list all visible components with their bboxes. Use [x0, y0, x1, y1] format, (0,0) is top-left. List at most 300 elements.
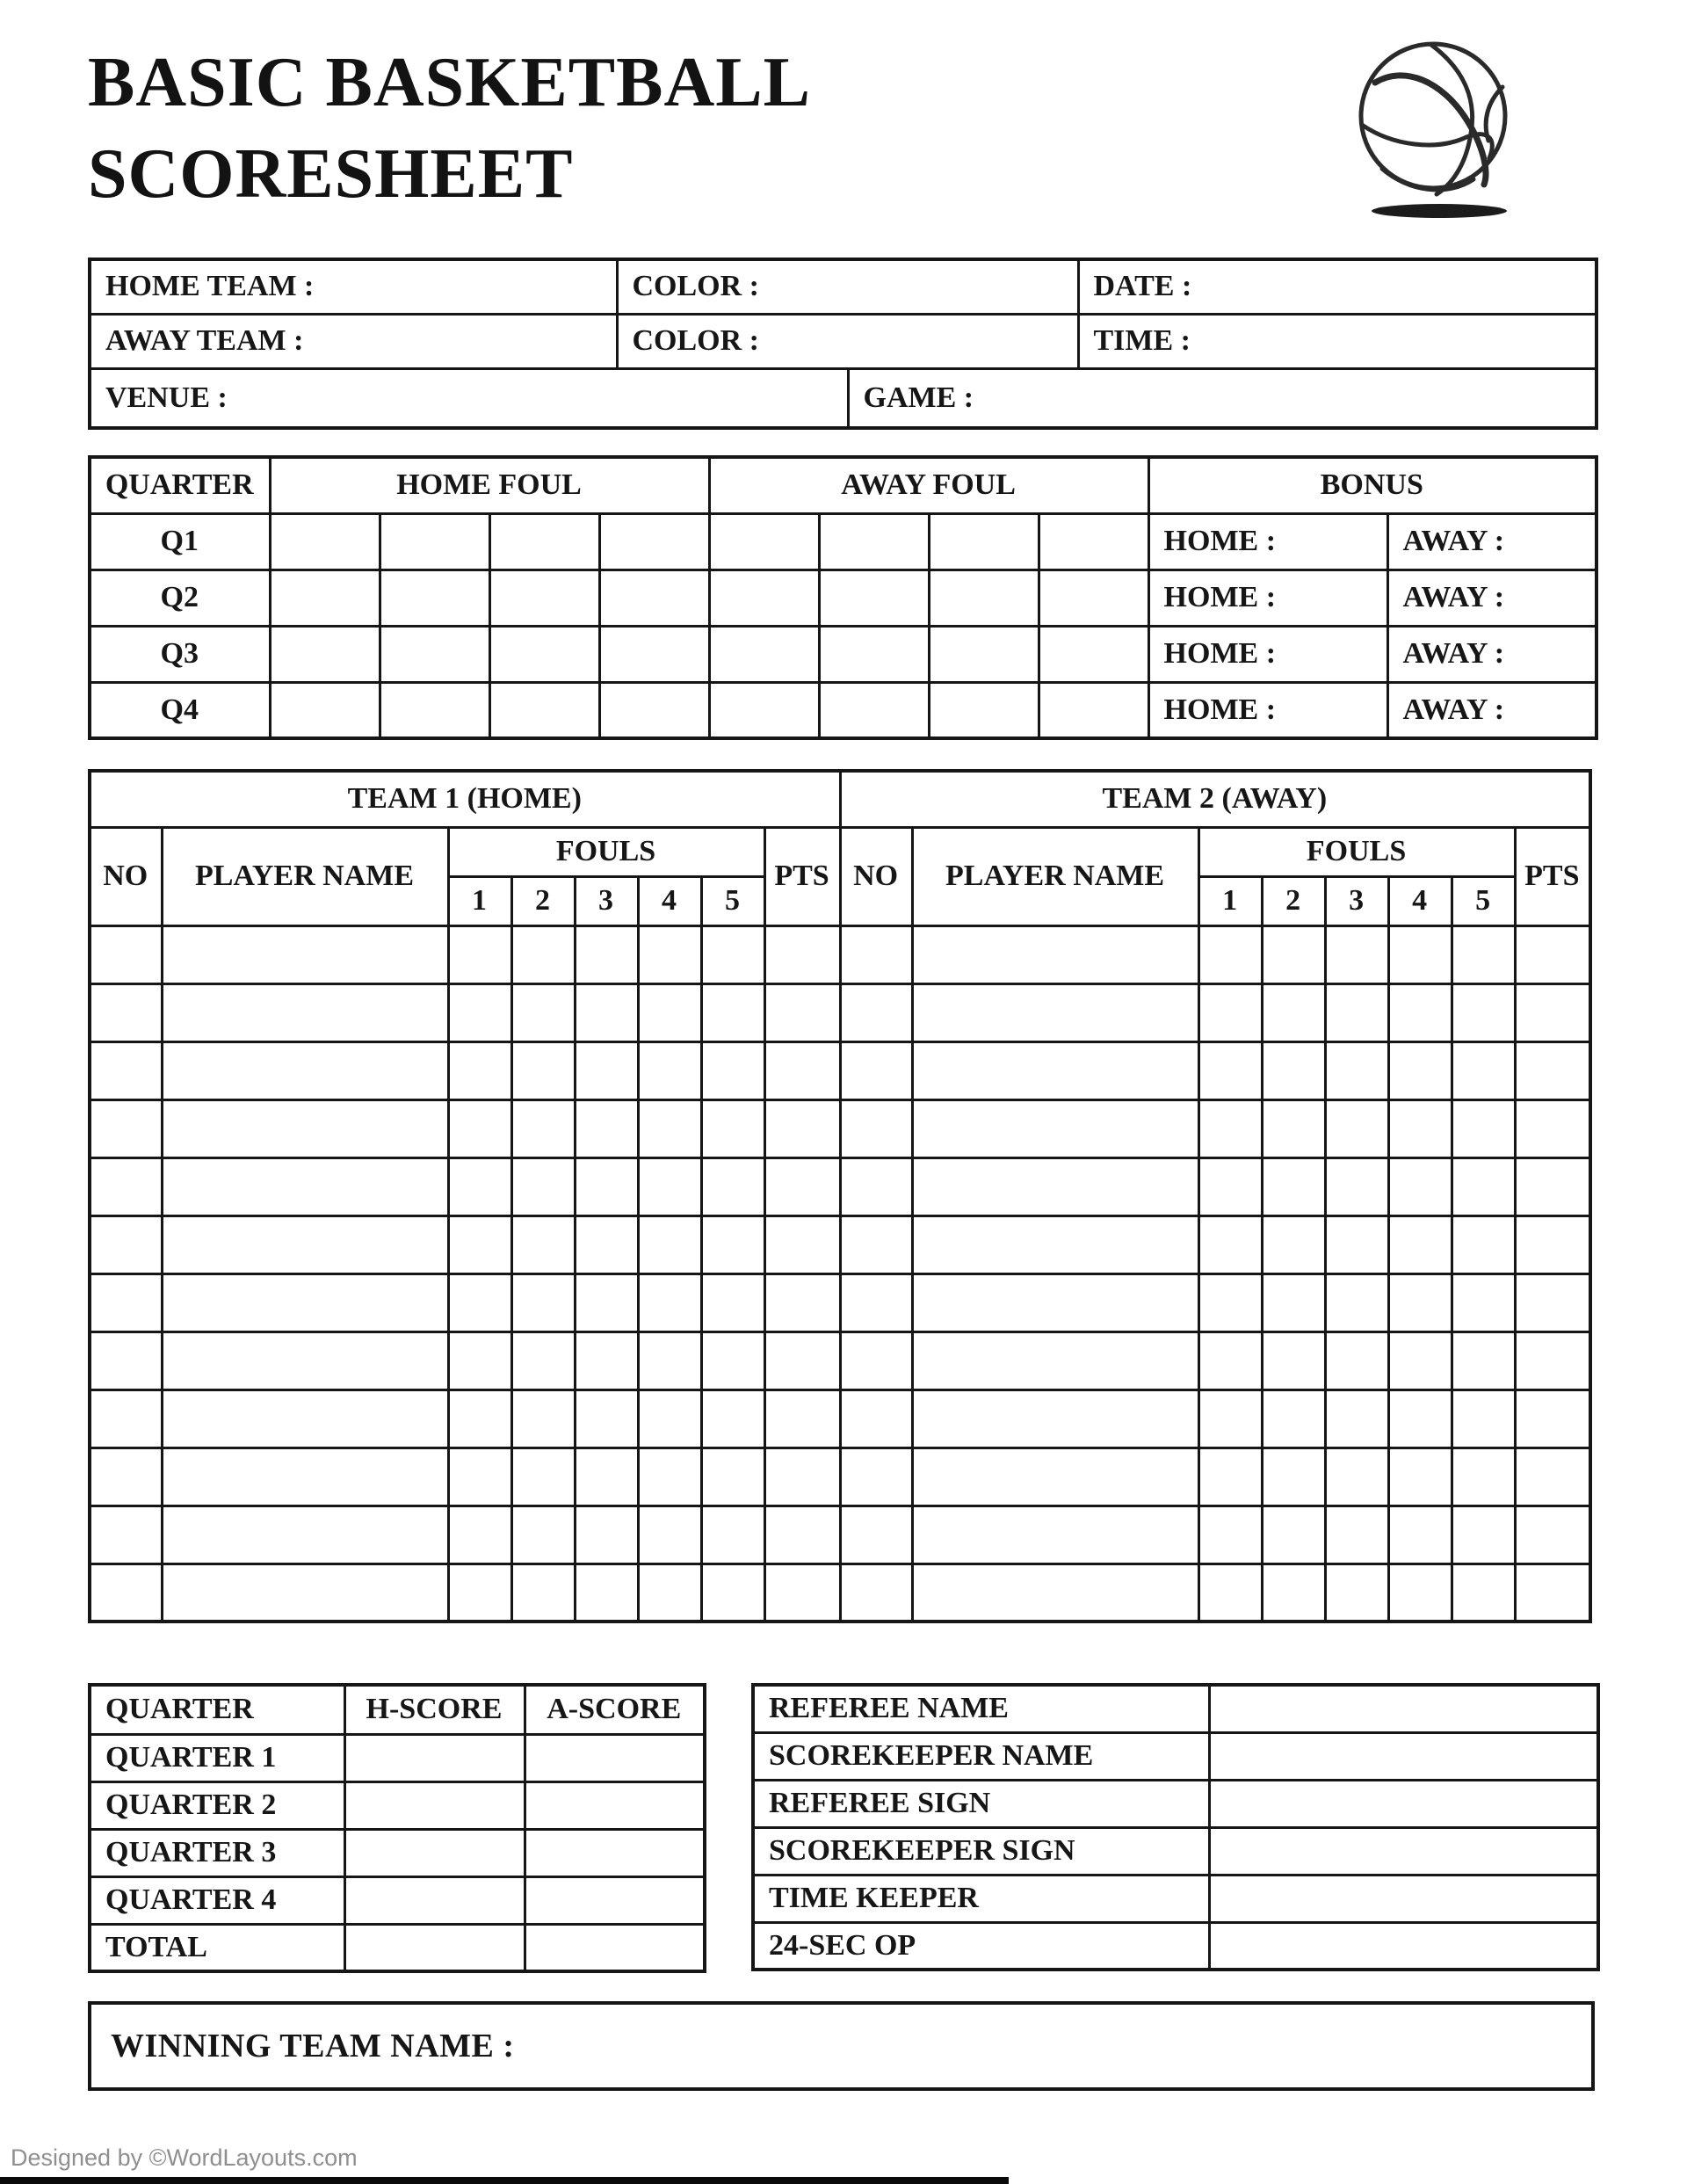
away-foul-box — [929, 513, 1039, 570]
roster-empty-cell — [1198, 1506, 1262, 1564]
roster-empty-cell — [1388, 1389, 1452, 1448]
foul-number: 4 — [1388, 876, 1452, 925]
officials-row — [753, 1827, 1598, 1875]
roster-empty-cell — [840, 1099, 912, 1157]
roster-empty-cell — [840, 1157, 912, 1215]
bonus-away-field: AWAY : — [1387, 570, 1596, 626]
roster-empty-cell — [511, 925, 575, 983]
roster-empty-cell — [840, 1215, 912, 1273]
roster-empty-cell — [840, 1041, 912, 1099]
roster-empty-cell — [448, 983, 511, 1041]
roster-empty-cell — [1325, 925, 1388, 983]
roster-empty-cell — [575, 1564, 638, 1622]
fouls-header: FOULS — [1198, 827, 1515, 876]
roster-empty-cell — [1452, 1448, 1515, 1506]
foul-number: 3 — [1325, 876, 1388, 925]
roster-empty-cell — [448, 1506, 511, 1564]
home-foul-box — [489, 513, 599, 570]
away-foul-box — [709, 570, 819, 626]
player-name-header: PLAYER NAME — [162, 827, 448, 925]
roster-empty-cell — [1198, 1215, 1262, 1273]
roster-player-row — [90, 1099, 1590, 1157]
score-row — [90, 1781, 705, 1829]
roster-empty-cell — [1262, 1389, 1325, 1448]
roster-empty-cell — [764, 1273, 840, 1331]
roster-empty-cell — [701, 1389, 764, 1448]
roster-empty-cell — [90, 1331, 162, 1389]
roster-empty-cell — [1325, 1448, 1388, 1506]
roster-player-row — [90, 1564, 1590, 1622]
roster-player-row — [90, 925, 1590, 983]
roster-empty-cell — [511, 1506, 575, 1564]
roster-empty-cell — [638, 1389, 701, 1448]
roster-empty-cell — [1262, 925, 1325, 983]
score-row — [90, 1734, 705, 1781]
scorekeeper-name-cell — [1209, 1732, 1598, 1780]
referee-sign-label: REFEREE SIGN — [753, 1780, 1209, 1827]
roster-empty-cell — [511, 1448, 575, 1506]
referee-sign-cell — [1209, 1780, 1598, 1827]
away-foul-box — [929, 682, 1039, 738]
roster-empty-cell — [1515, 1564, 1590, 1622]
game-field: GAME : — [848, 368, 1596, 428]
roster-empty-cell — [1388, 1564, 1452, 1622]
roster-empty-cell — [575, 1041, 638, 1099]
roster-empty-cell — [638, 1215, 701, 1273]
roster-empty-cell — [638, 925, 701, 983]
roster-empty-cell — [638, 1448, 701, 1506]
roster-empty-cell — [90, 1099, 162, 1157]
officials-table — [751, 1683, 1600, 1971]
officials-row — [753, 1875, 1598, 1922]
bonus-home-field: HOME : — [1148, 626, 1387, 682]
roster-empty-cell — [1198, 983, 1262, 1041]
roster-player-row — [90, 1389, 1590, 1448]
roster-empty-cell — [912, 1041, 1198, 1099]
bonus-away-field: AWAY : — [1387, 513, 1596, 570]
away-foul-box — [819, 570, 929, 626]
roster-empty-cell — [1452, 1273, 1515, 1331]
roster-empty-cell — [764, 925, 840, 983]
roster-empty-cell — [1325, 1215, 1388, 1273]
roster-empty-cell — [840, 1273, 912, 1331]
winning-team-label: WINNING TEAM NAME : — [111, 2028, 515, 2064]
roster-empty-cell — [701, 1099, 764, 1157]
roster-empty-cell — [575, 1506, 638, 1564]
roster-empty-cell — [1452, 1215, 1515, 1273]
roster-empty-cell — [1388, 1331, 1452, 1389]
roster-empty-cell — [448, 1041, 511, 1099]
roster-empty-cell — [1452, 1157, 1515, 1215]
fouls-header: FOULS — [448, 827, 764, 876]
venue-field: VENUE : — [90, 368, 848, 428]
roster-empty-cell — [448, 1273, 511, 1331]
scorekeeper-name-label: SCOREKEEPER NAME — [753, 1732, 1209, 1780]
home-foul-box — [489, 626, 599, 682]
roster-empty-cell — [764, 1215, 840, 1273]
roster-player-row — [90, 1041, 1590, 1099]
roster-empty-cell — [1198, 1564, 1262, 1622]
roster-empty-cell — [511, 1157, 575, 1215]
away-foul-box — [819, 682, 929, 738]
bonus-home-field: HOME : — [1148, 682, 1387, 738]
players-roster-table — [88, 769, 1592, 1623]
roster-empty-cell — [1388, 1448, 1452, 1506]
roster-empty-cell — [1515, 1273, 1590, 1331]
home-foul-box — [270, 570, 380, 626]
a-score-cell — [525, 1781, 705, 1829]
bonus-header: BONUS — [1148, 457, 1596, 513]
roster-player-row — [90, 1506, 1590, 1564]
roster-empty-cell — [638, 983, 701, 1041]
quarter-header: QUARTER — [90, 457, 270, 513]
quarter-label: Q4 — [90, 682, 270, 738]
roster-empty-cell — [840, 983, 912, 1041]
roster-empty-cell — [1325, 1389, 1388, 1448]
roster-empty-cell — [840, 1448, 912, 1506]
page-bottom-edge — [0, 2177, 1009, 2184]
roster-empty-cell — [90, 925, 162, 983]
roster-empty-cell — [764, 1506, 840, 1564]
score-row-label: QUARTER 4 — [90, 1876, 344, 1924]
roster-empty-cell — [1388, 1041, 1452, 1099]
player-name-header: PLAYER NAME — [912, 827, 1198, 925]
roster-empty-cell — [1452, 1564, 1515, 1622]
roster-empty-cell — [1198, 1041, 1262, 1099]
home-foul-box — [270, 626, 380, 682]
roster-empty-cell — [1325, 1157, 1388, 1215]
roster-empty-cell — [162, 1389, 448, 1448]
fouls-header-row — [90, 457, 1596, 513]
page-title-line2: SCORESHEET — [88, 135, 574, 213]
roster-empty-cell — [638, 1506, 701, 1564]
info-row-1 — [90, 259, 1596, 314]
away-foul-box — [819, 626, 929, 682]
a-score-cell — [525, 1829, 705, 1876]
roster-empty-cell — [575, 1331, 638, 1389]
home-foul-box — [270, 513, 380, 570]
roster-empty-cell — [90, 983, 162, 1041]
roster-empty-cell — [912, 1564, 1198, 1622]
roster-empty-cell — [1515, 1448, 1590, 1506]
roster-empty-cell — [162, 1215, 448, 1273]
roster-player-row — [90, 1448, 1590, 1506]
info-row-3 — [90, 368, 1596, 428]
quarter-label: Q2 — [90, 570, 270, 626]
roster-player-row — [90, 1331, 1590, 1389]
roster-empty-cell — [162, 1331, 448, 1389]
roster-empty-cell — [1325, 983, 1388, 1041]
bonus-away-field: AWAY : — [1387, 626, 1596, 682]
roster-empty-cell — [1198, 1448, 1262, 1506]
home-foul-box — [489, 682, 599, 738]
roster-empty-cell — [1515, 1215, 1590, 1273]
roster-empty-cell — [1388, 1506, 1452, 1564]
a-score-header: A-SCORE — [525, 1685, 705, 1734]
roster-empty-cell — [1198, 1273, 1262, 1331]
roster-empty-cell — [575, 1389, 638, 1448]
roster-empty-cell — [1198, 1099, 1262, 1157]
sec24-op-label: 24-SEC OP — [753, 1922, 1209, 1970]
team2-header: TEAM 2 (AWAY) — [840, 771, 1590, 827]
roster-player-row — [90, 1273, 1590, 1331]
roster-empty-cell — [162, 1564, 448, 1622]
roster-empty-cell — [575, 1273, 638, 1331]
roster-empty-cell — [1262, 1564, 1325, 1622]
roster-empty-cell — [1262, 1506, 1325, 1564]
basketball-shadow — [1372, 204, 1507, 218]
away-foul-box — [709, 513, 819, 570]
page-title — [88, 37, 811, 220]
away-foul-box — [1039, 513, 1148, 570]
roster-empty-cell — [1262, 1331, 1325, 1389]
fouls-row-q2 — [90, 570, 1596, 626]
roster-empty-cell — [638, 1041, 701, 1099]
roster-empty-cell — [840, 1389, 912, 1448]
roster-empty-cell — [638, 1099, 701, 1157]
game-info-table — [88, 258, 1598, 430]
roster-empty-cell — [1198, 925, 1262, 983]
roster-empty-cell — [701, 1448, 764, 1506]
quarter-label: Q1 — [90, 513, 270, 570]
home-foul-box — [270, 682, 380, 738]
roster-empty-cell — [912, 1099, 1198, 1157]
roster-empty-cell — [1388, 983, 1452, 1041]
roster-empty-cell — [764, 983, 840, 1041]
roster-empty-cell — [162, 1448, 448, 1506]
score-row — [90, 1876, 705, 1924]
referee-name-label: REFEREE NAME — [753, 1685, 1209, 1732]
home-foul-header: HOME FOUL — [270, 457, 709, 513]
roster-empty-cell — [701, 1564, 764, 1622]
page-title-line1: BASIC BASKETBALL — [88, 44, 811, 121]
time-field: TIME : — [1078, 314, 1596, 368]
roster-empty-cell — [575, 925, 638, 983]
roster-empty-cell — [638, 1564, 701, 1622]
team1-header: TEAM 1 (HOME) — [90, 771, 840, 827]
roster-empty-cell — [162, 1157, 448, 1215]
roster-empty-cell — [1262, 1215, 1325, 1273]
roster-empty-cell — [1262, 1157, 1325, 1215]
roster-empty-cell — [1325, 1331, 1388, 1389]
foul-number: 1 — [448, 876, 511, 925]
foul-number: 3 — [575, 876, 638, 925]
roster-team-header-row — [90, 771, 1590, 827]
roster-empty-cell — [764, 1448, 840, 1506]
roster-empty-cell — [162, 983, 448, 1041]
roster-player-row — [90, 1157, 1590, 1215]
roster-empty-cell — [575, 1215, 638, 1273]
roster-empty-cell — [840, 1564, 912, 1622]
roster-empty-cell — [840, 1506, 912, 1564]
roster-empty-cell — [448, 1157, 511, 1215]
roster-empty-cell — [912, 983, 1198, 1041]
score-row — [90, 1829, 705, 1876]
officials-row — [753, 1922, 1598, 1970]
roster-empty-cell — [701, 1506, 764, 1564]
roster-empty-cell — [162, 1273, 448, 1331]
roster-empty-cell — [448, 1215, 511, 1273]
roster-empty-cell — [1262, 983, 1325, 1041]
away-team-field: AWAY TEAM : — [90, 314, 617, 368]
roster-empty-cell — [764, 1331, 840, 1389]
away-foul-box — [709, 626, 819, 682]
officials-row — [753, 1732, 1598, 1780]
roster-empty-cell — [701, 1041, 764, 1099]
h-score-cell — [344, 1829, 525, 1876]
roster-empty-cell — [912, 1273, 1198, 1331]
roster-empty-cell — [1262, 1041, 1325, 1099]
foul-number: 4 — [638, 876, 701, 925]
winning-team-box — [88, 2001, 1595, 2091]
time-keeper-label: TIME KEEPER — [753, 1875, 1209, 1922]
bonus-home-field: HOME : — [1148, 513, 1387, 570]
roster-empty-cell — [840, 925, 912, 983]
score-total-row — [90, 1924, 705, 1971]
roster-empty-cell — [912, 1157, 1198, 1215]
away-foul-box — [929, 570, 1039, 626]
home-foul-box — [380, 570, 489, 626]
footer-credit: Designed by ©WordLayouts.com — [11, 2144, 358, 2171]
roster-empty-cell — [1388, 1157, 1452, 1215]
roster-empty-cell — [912, 1448, 1198, 1506]
scorekeeper-sign-cell — [1209, 1827, 1598, 1875]
roster-empty-cell — [1262, 1273, 1325, 1331]
quarter-fouls-table — [88, 455, 1598, 740]
roster-column-header-row — [90, 827, 1590, 876]
roster-empty-cell — [764, 1389, 840, 1448]
roster-empty-cell — [1388, 925, 1452, 983]
roster-empty-cell — [1388, 1099, 1452, 1157]
home-foul-box — [380, 513, 489, 570]
officials-row — [753, 1780, 1598, 1827]
roster-empty-cell — [1452, 1389, 1515, 1448]
officials-row — [753, 1685, 1598, 1732]
roster-empty-cell — [1325, 1099, 1388, 1157]
home-foul-box — [599, 626, 709, 682]
roster-player-row — [90, 1215, 1590, 1273]
roster-empty-cell — [511, 1099, 575, 1157]
roster-empty-cell — [1325, 1506, 1388, 1564]
home-foul-box — [489, 570, 599, 626]
roster-empty-cell — [1452, 925, 1515, 983]
roster-empty-cell — [638, 1331, 701, 1389]
h-score-cell — [344, 1876, 525, 1924]
roster-empty-cell — [90, 1157, 162, 1215]
roster-empty-cell — [90, 1564, 162, 1622]
roster-empty-cell — [1515, 925, 1590, 983]
quarter-label: Q3 — [90, 626, 270, 682]
bonus-away-field: AWAY : — [1387, 682, 1596, 738]
score-row-label: QUARTER 3 — [90, 1829, 344, 1876]
away-foul-box — [929, 626, 1039, 682]
roster-empty-cell — [448, 1099, 511, 1157]
score-row-label: QUARTER 1 — [90, 1734, 344, 1781]
roster-player-row — [90, 983, 1590, 1041]
roster-empty-cell — [448, 1331, 511, 1389]
roster-empty-cell — [912, 1215, 1198, 1273]
roster-empty-cell — [764, 1041, 840, 1099]
roster-empty-cell — [1515, 1099, 1590, 1157]
roster-empty-cell — [448, 1448, 511, 1506]
away-color-field: COLOR : — [617, 314, 1078, 368]
foul-number: 2 — [511, 876, 575, 925]
roster-empty-cell — [764, 1564, 840, 1622]
roster-empty-cell — [511, 1564, 575, 1622]
roster-empty-cell — [1515, 1331, 1590, 1389]
roster-empty-cell — [1198, 1157, 1262, 1215]
pts-header: PTS — [1515, 827, 1590, 925]
roster-empty-cell — [448, 925, 511, 983]
roster-empty-cell — [511, 1273, 575, 1331]
roster-empty-cell — [1452, 1041, 1515, 1099]
roster-empty-cell — [1262, 1448, 1325, 1506]
roster-empty-cell — [701, 983, 764, 1041]
roster-empty-cell — [701, 1273, 764, 1331]
roster-empty-cell — [701, 1215, 764, 1273]
scorekeeper-sign-label: SCOREKEEPER SIGN — [753, 1827, 1209, 1875]
away-foul-box — [1039, 570, 1148, 626]
time-keeper-cell — [1209, 1875, 1598, 1922]
score-total-label: TOTAL — [90, 1924, 344, 1971]
roster-empty-cell — [912, 1389, 1198, 1448]
roster-empty-cell — [764, 1099, 840, 1157]
home-foul-box — [599, 513, 709, 570]
a-score-cell — [525, 1924, 705, 1971]
roster-empty-cell — [575, 1099, 638, 1157]
roster-empty-cell — [1515, 983, 1590, 1041]
roster-empty-cell — [1452, 1099, 1515, 1157]
away-foul-header: AWAY FOUL — [709, 457, 1148, 513]
score-row-label: QUARTER 2 — [90, 1781, 344, 1829]
roster-empty-cell — [912, 925, 1198, 983]
roster-empty-cell — [1515, 1041, 1590, 1099]
fouls-row-q4 — [90, 682, 1596, 738]
pts-header: PTS — [764, 827, 840, 925]
away-foul-box — [819, 513, 929, 570]
roster-empty-cell — [162, 1506, 448, 1564]
a-score-cell — [525, 1734, 705, 1781]
roster-empty-cell — [162, 1099, 448, 1157]
roster-empty-cell — [1388, 1273, 1452, 1331]
roster-empty-cell — [1198, 1331, 1262, 1389]
away-foul-box — [709, 682, 819, 738]
roster-empty-cell — [912, 1506, 1198, 1564]
roster-empty-cell — [90, 1041, 162, 1099]
referee-name-cell — [1209, 1685, 1598, 1732]
quarter-score-table — [88, 1683, 706, 1973]
roster-empty-cell — [1325, 1273, 1388, 1331]
away-foul-box — [1039, 682, 1148, 738]
home-foul-box — [380, 682, 489, 738]
roster-empty-cell — [511, 1215, 575, 1273]
roster-empty-cell — [638, 1157, 701, 1215]
away-foul-box — [1039, 626, 1148, 682]
roster-empty-cell — [701, 1331, 764, 1389]
roster-empty-cell — [1515, 1389, 1590, 1448]
fouls-row-q3 — [90, 626, 1596, 682]
roster-empty-cell — [575, 983, 638, 1041]
foul-number: 5 — [1452, 876, 1515, 925]
roster-empty-cell — [912, 1331, 1198, 1389]
roster-empty-cell — [1452, 1331, 1515, 1389]
roster-empty-cell — [511, 1331, 575, 1389]
fouls-row-q1 — [90, 513, 1596, 570]
roster-empty-cell — [448, 1389, 511, 1448]
home-foul-box — [599, 682, 709, 738]
roster-empty-cell — [90, 1215, 162, 1273]
roster-empty-cell — [1452, 1506, 1515, 1564]
